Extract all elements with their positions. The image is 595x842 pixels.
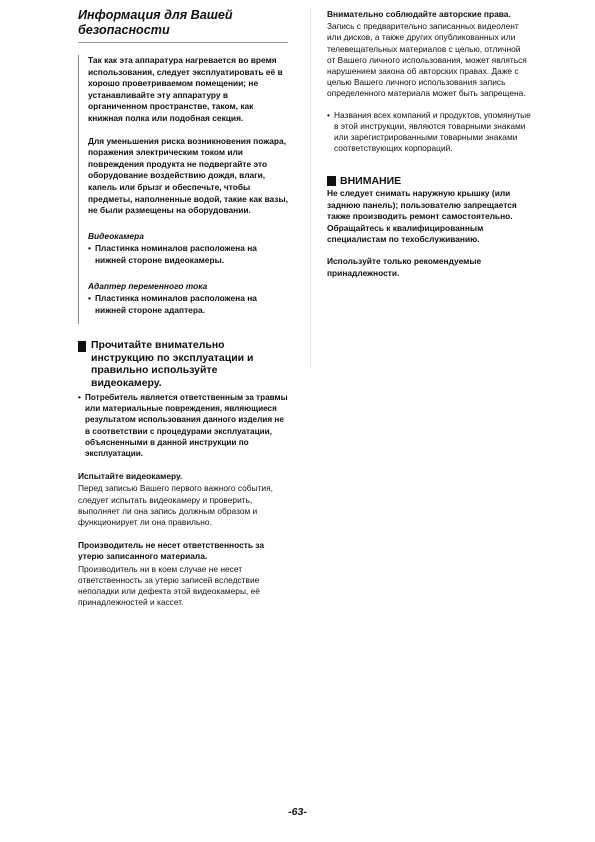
liability-body: Производитель ни в коем случае не несет ответственность за утерю записей вследствие неполадки или дефекта этой видеокамеры, её принадлежностей и кассет.: [78, 563, 260, 608]
copyright-body: Запись с предварительно записанных видеолент или дисков, а также других опубликованных или телевещательных материалов с целью, отличной от Вашего личного использования, может являться нарушением закона об авторских правах. Даже с целью Вашего личного использования запись определенного материала может быть запрещена.: [327, 21, 527, 99]
caution-body: Не следует снимать наружную крышку (или заднюю панель); пользователю запрещается также производить ремонт самостоятельно. Обращайтесь к квалифицированным специалистам по техобслуживанию.: [327, 188, 517, 245]
camcorder-label: Видеокамера: [88, 230, 144, 241]
adapter-label: Адаптер переменного тока: [88, 280, 208, 291]
liability-heading: Производитель не несет ответственность за утерю записанного материала.: [78, 540, 265, 562]
column-divider: [310, 8, 311, 368]
caution-heading-text: ВНИМАНИЕ: [340, 175, 402, 188]
heading-bar-icon: [327, 176, 336, 186]
accessories-note: Используйте только рекомендуемые принадлежности.: [327, 256, 482, 278]
adapter-rating-bullet: [88, 293, 288, 316]
caution-heading: [327, 175, 531, 187]
read-instructions-heading: [78, 339, 288, 389]
section-title: Информация для Вашей безопасности: [78, 8, 288, 43]
heading-bar-icon: [78, 341, 86, 352]
copyright-heading: Внимательно соблюдайте авторские права.: [327, 9, 511, 19]
camcorder-rating-bullet: [88, 243, 288, 266]
camcorder-rating-text: Пластинка номиналов расположена на нижней стороне видеокамеры.: [95, 243, 257, 265]
trademark-bullet: [327, 110, 531, 155]
bullet-icon: •: [88, 243, 91, 254]
read-instructions-heading-text: Прочитайте внимательно инструкцию по эксплуатации и правильно используйте видеокамеру.: [91, 339, 254, 389]
left-column: [78, 8, 288, 608]
fire-shock-warning: Для уменьшения риска возникновения пожара, поражения электрическим током или повреждения продукта не подвергайте это оборудование воздействию дождя, влаги, капель или брызг и обеспечьте, чтобы предметы, наполненные водой, такие как вазы, не были размещены на оборудовании.: [88, 135, 288, 216]
trademark-text: Названия всех компаний и продуктов, упомянутые в этой инструкции, являются товарными знаками или зарегистрированными товарными знаками соответствующих корпораций.: [334, 109, 531, 154]
ventilation-warning: Так как эта аппаратура нагревается во время использования, следует эксплуатировать её в хорошо проветриваемом помещении; не устанавливайте эту аппаратуру в органиченном пространстве, таком, как книжная полка или подобная секция.: [88, 55, 283, 123]
responsibility-bullet: [78, 392, 288, 459]
bullet-icon: •: [88, 293, 91, 304]
bullet-icon: •: [78, 392, 81, 402]
warning-box: [78, 55, 288, 324]
adapter-rating-text: Пластинка номиналов расположена на нижней стороне адаптера.: [95, 293, 257, 315]
responsibility-text: Потребитель является ответственным за травмы или материальные повреждения, являющиеся результатом использования данного изделия не в соответствии с процедурами эксплуатации, объясненными в данной инструкции по эксплуатации.: [85, 392, 288, 458]
page-number: -63-: [288, 806, 307, 818]
test-body: Перед записью Вашего первого важного события, следует испытать видеокамеру и проверить, выполняет ли она запись должным образом и функционирует ли она правильно.: [78, 483, 273, 527]
right-column: [327, 8, 531, 279]
bullet-icon: •: [327, 109, 330, 120]
test-heading: Испытайте видеокамеру.: [78, 471, 183, 482]
